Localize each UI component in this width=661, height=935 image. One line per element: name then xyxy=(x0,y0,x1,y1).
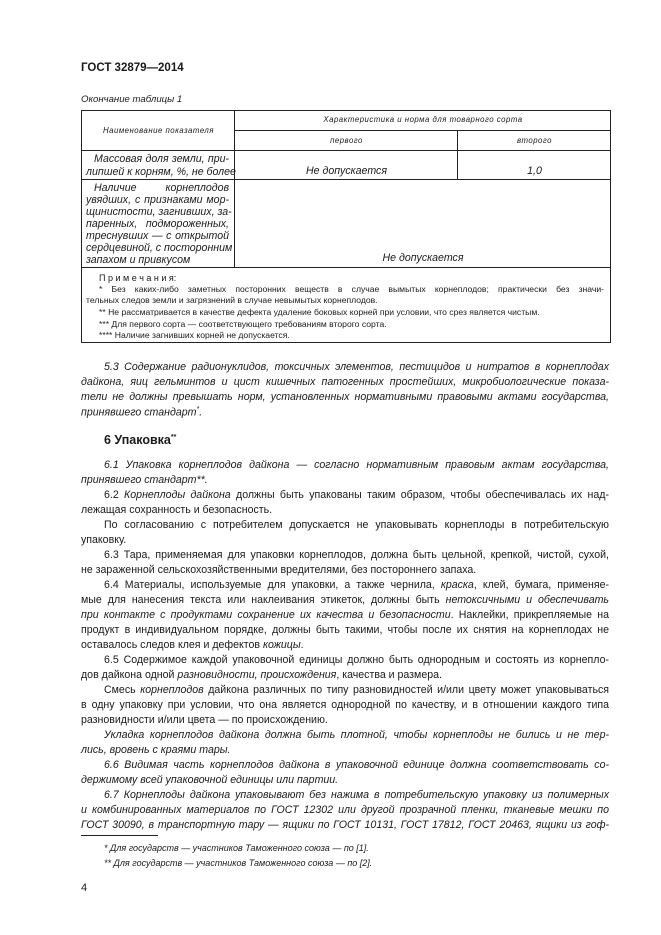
row1-name-line: липшей к корням, %, не более xyxy=(86,166,236,178)
p65-line: дов дайкона одной разновидности, происхождения, качества и размера. xyxy=(81,669,442,681)
row2-name-line: паренных, подмороженных, xyxy=(86,218,229,230)
notes-cell xyxy=(82,268,611,343)
row1-second-value: 1,0 xyxy=(527,165,542,177)
page-number: 4 xyxy=(81,882,88,894)
p64-line: продукт в индивидуальном порядке, должны быть такими, чтобы после их снятия на корнеплодах не xyxy=(81,624,609,636)
footnote-2: ** Для государств — участников Таможенного союза — по [2]. xyxy=(104,858,373,868)
row2-name-line: треснувших — с открытой xyxy=(86,230,229,242)
p53-line: принявшего стандарт*. xyxy=(81,406,203,419)
header-name-cell xyxy=(82,111,235,151)
row2-name-line: запахом и привкусом xyxy=(86,254,191,266)
row1-first-value: Не допускается xyxy=(306,165,387,177)
p65b-line: разновидности и/или цвета — по происхождению. xyxy=(81,714,328,726)
p63-line: не зараженной сельскохозяйственными вредителями, без постороннего запаха. xyxy=(81,564,477,576)
note-1: * Без каких-либо заметных посторонних веществ в случае вымытых корнеплодов; практически без значи- xyxy=(99,284,604,294)
row1-first-cell xyxy=(235,151,458,180)
p61-line: принявшего стандарт**. xyxy=(81,474,208,486)
p62-line: 6.2 Корнеплоды дайкона должны быть упакованы таким образом, чтобы обеспечивалась их над- xyxy=(104,489,609,501)
col-name-header: Наименование показателя xyxy=(103,126,214,135)
note-2: ** Не рассматривается в качестве дефекта удаление боковых корней при условии, что срез является чистым. xyxy=(99,307,540,317)
row2-name-cell xyxy=(82,180,235,268)
note-1-cont: тельных следов земли и загрязнений в случае невымытых корнеплодов. xyxy=(86,295,378,305)
table-row xyxy=(82,180,611,268)
col-first-header: первого xyxy=(330,136,363,145)
p62b-line: упаковку. xyxy=(81,534,127,546)
p53-line: тели не должны превышать норм, установленных нормативными правовыми актами государства, xyxy=(81,391,609,403)
header-group-cell xyxy=(235,111,611,131)
note-4: **** Наличие загнивших корней не допускается. xyxy=(99,330,290,340)
p67-line: ГОСТ 30090, в транспортную тару — ящики по ГОСТ 10131, ГОСТ 17812, ГОСТ 20463, ящики из гоф- xyxy=(81,819,609,831)
notes-title: П р и м е ч а н и я: xyxy=(99,273,177,283)
p53-line: 5.3 Содержание радионуклидов, токсичных элементов, пестицидов и нитратов в корнеплодах xyxy=(104,361,609,373)
row2-name-line: сердцевиной, с посторонним xyxy=(86,242,233,254)
table-row xyxy=(82,151,611,180)
table-caption: Окончание таблицы 1 xyxy=(81,94,183,105)
row2-name-line: Наличие корнеплодов xyxy=(94,182,229,194)
p63-line: 6.3 Тара, применяемая для упаковки корнеплодов, должна быть цельной, крепкой, чистой, сухой, xyxy=(104,549,609,561)
row2-name-line: увядших, с признаками мор- xyxy=(86,194,229,206)
row2-value-cell xyxy=(235,180,611,268)
p65c-line: лись, вровень с краями тары. xyxy=(81,744,231,756)
p64-line: при контакте с продуктами сохранение их качества и безопасности. Наклейки, прикрепляемые на xyxy=(81,609,609,621)
p53-line: дайкона, яиц гельминтов и цист кишечных патогенных простейших, микробиологические показа- xyxy=(81,376,609,388)
notes-row xyxy=(82,268,611,343)
p65b-line: Смесь корнеплодов дайкона различных по типу разновидностей и/или цвету может упаковываться xyxy=(104,684,609,696)
doc-code: ГОСТ 32879—2014 xyxy=(81,62,184,74)
p67-line: и комбинированных материалов по ГОСТ 12302 или другой прозрачной пленки, тканевые мешки по xyxy=(81,804,609,816)
p65-line: 6.5 Содержимое каждой упаковочной единицы должно быть однородным и состоять из корнепло- xyxy=(104,654,609,666)
footnote-1: * Для государств — участников Таможенного союза — по [1]. xyxy=(104,843,369,853)
section-heading: 6 Упаковка** xyxy=(104,433,177,447)
row2-value: Не допускается xyxy=(382,252,464,264)
p65b-line: в одну упаковку при условии, что она является однородной по качеству, и в отношении каждого типа xyxy=(81,699,609,711)
p62b-line: По согласованию с потребителем допускается не упаковывать корнеплоды в потребительскую xyxy=(104,519,609,531)
col-group-header: Характеристика и норма для товарного сорта xyxy=(323,115,523,124)
col-second-header: второго xyxy=(517,136,552,145)
p64-line: мые для нанесения текста или наклеивания этикеток, должны быть нетоксичными и обеспечивать xyxy=(81,594,609,606)
row1-second-cell xyxy=(458,151,611,180)
footnote-separator xyxy=(81,835,158,836)
p67-line: 6.7 Корнеплоды дайкона упаковывают без нажима в потребительскую упаковку из полимерных xyxy=(104,789,609,801)
p65c-line: Укладка корнеплодов дайкона должна быть плотной, чтобы корнеплоды не бились и не тер- xyxy=(104,729,609,741)
p64-line: 6.4 Материалы, используемые для упаковки, а также чернила, краска, клей, бумага, применяе- xyxy=(104,579,610,591)
p61-line: 6.1 Упаковка корнеплодов дайкона — согласно нормативным правовым актам государства, xyxy=(104,459,609,471)
quality-table xyxy=(81,110,611,343)
p66-line: 6.6 Видимая часть корнеплодов дайкона в упаковочной единице должна соответствовать со- xyxy=(104,759,609,771)
header-first-cell xyxy=(235,131,458,151)
row1-name-line: Массовая доля земли, при- xyxy=(94,153,229,165)
header-second-cell xyxy=(458,131,611,151)
p62-line: лежащая сохранность и безопасность. xyxy=(81,504,273,516)
note-3: *** Для первого сорта — соответствующего требованиям второго сорта. xyxy=(99,319,387,329)
row2-name-line: щинистости, загнивших, за- xyxy=(86,206,232,218)
p66-line: держимому всей упаковочной единицы или партии. xyxy=(81,774,339,786)
row1-name-cell xyxy=(82,151,235,180)
p64-line: оставалось следов клея и дефектов кожицы. xyxy=(81,639,304,651)
